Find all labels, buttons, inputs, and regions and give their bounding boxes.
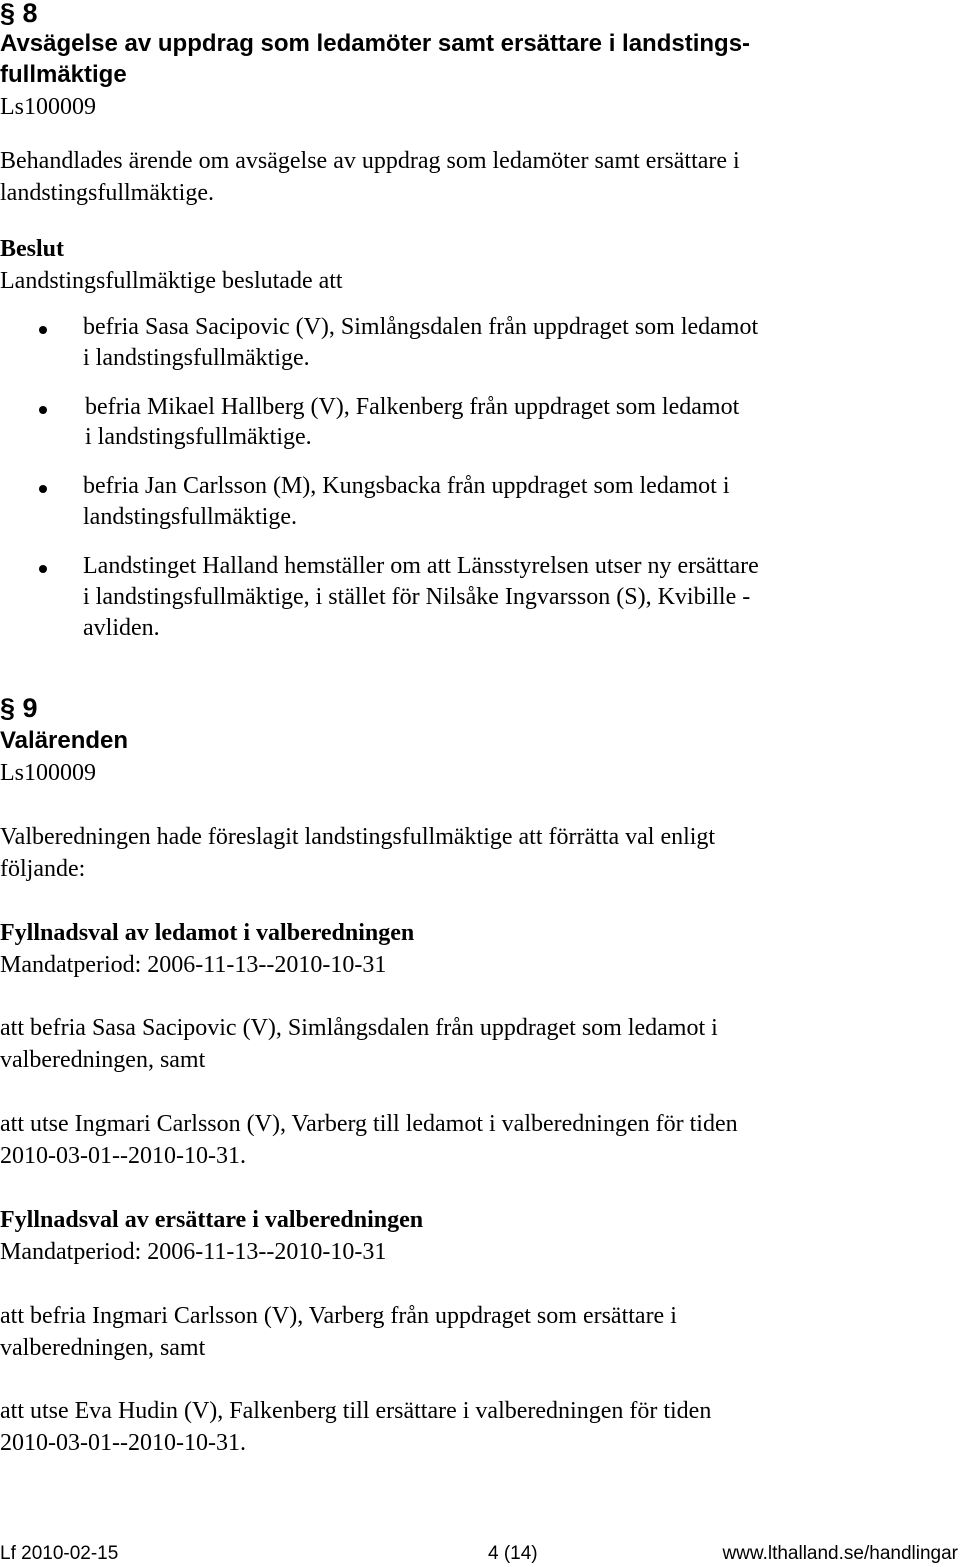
list-item-3-line-1: befria Jan Carlsson (M), Kungsbacka från uppdraget som ledamot i — [83, 473, 730, 499]
section-9-title: Valärenden — [0, 727, 129, 754]
block-1-paragraph-1-line-2: valberedningen, samt — [0, 1047, 206, 1073]
bullet-icon — [39, 326, 47, 334]
footer-website-link[interactable]: www.lthalland.se/handlingar — [722, 1543, 958, 1564]
section-number: 8 — [22, 0, 38, 28]
list-item-2-line-1: befria Mikael Hallberg (V), Falkenberg från uppdraget som ledamot — [85, 394, 740, 420]
block-2-paragraph-2-line-1: att utse Eva Hudin (V), Falkenberg till ersättare i valberedningen för tiden — [0, 1398, 712, 1424]
footer-page-number: 4 (14) — [488, 1543, 538, 1564]
block-2-heading: Fyllnadsval av ersättare i valberedningen — [0, 1207, 424, 1233]
section-9-reference: Ls100009 — [0, 760, 96, 786]
block-2-paragraph-1-line-1: att befria Ingmari Carlsson (V), Varberg från uppdraget som ersättare i — [0, 1303, 677, 1329]
list-item-4-line-3: avliden. — [83, 615, 160, 641]
block-1-period: Mandatperiod: 2006-11-13--2010-10-31 — [0, 952, 387, 978]
list-item-3-line-2: landstingsfullmäktige. — [83, 504, 297, 530]
block-1-heading: Fyllnadsval av ledamot i valberedningen — [0, 920, 415, 946]
bullet-icon — [39, 565, 47, 573]
section-8-intro-line-1: Behandlades ärende om avsägelse av uppdrag som ledamöter samt ersättare i — [0, 148, 740, 174]
block-1-paragraph-1-line-1: att befria Sasa Sacipovic (V), Simlångsdalen från uppdraget som ledamot i — [0, 1015, 718, 1041]
beslut-heading: Beslut — [0, 236, 65, 262]
paragraph-mark: § — [0, 0, 16, 28]
section-8-intro-line-2: landstingsfullmäktige. — [0, 180, 214, 206]
section-8-reference: Ls100009 — [0, 94, 96, 120]
list-item-1-line-2: i landstingsfullmäktige. — [83, 345, 310, 371]
section-8-title-line-2: fullmäktige — [0, 61, 127, 88]
block-2-period: Mandatperiod: 2006-11-13--2010-10-31 — [0, 1239, 387, 1265]
bullet-icon — [39, 406, 47, 414]
list-item-2-line-2: i landstingsfullmäktige. — [85, 424, 312, 450]
section-9-heading — [0, 693, 38, 724]
paragraph-mark: § — [0, 693, 16, 723]
section-8-heading — [0, 0, 38, 29]
block-1-paragraph-2-line-1: att utse Ingmari Carlsson (V), Varberg till ledamot i valberedningen för tiden — [0, 1111, 738, 1137]
bullet-icon — [39, 485, 47, 493]
footer-date: Lf 2010-02-15 — [0, 1543, 119, 1564]
section-number: 9 — [22, 693, 38, 723]
list-item-4-line-1: Landstinget Halland hemställer om att Länsstyrelsen utser ny ersättare — [83, 553, 759, 579]
section-8-title-line-1: Avsägelse av uppdrag som ledamöter samt ersättare i landstings- — [0, 30, 751, 57]
section-9-intro-line-1: Valberedningen hade föreslagit landstingsfullmäktige att förrätta val enligt — [0, 824, 716, 850]
block-1-paragraph-2-line-2: 2010-03-01--2010-10-31. — [0, 1143, 246, 1169]
list-item-1-line-1: befria Sasa Sacipovic (V), Simlångsdalen från uppdraget som ledamot — [83, 314, 759, 340]
beslut-lead: Landstingsfullmäktige beslutade att — [0, 268, 343, 294]
block-2-paragraph-1-line-2: valberedningen, samt — [0, 1335, 206, 1361]
list-item-4-line-2: i landstingsfullmäktige, i stället för Nilsåke Ingvarsson (S), Kvibille - — [83, 584, 751, 610]
block-2-paragraph-2-line-2: 2010-03-01--2010-10-31. — [0, 1430, 246, 1456]
section-9-intro-line-2: följande: — [0, 856, 86, 882]
